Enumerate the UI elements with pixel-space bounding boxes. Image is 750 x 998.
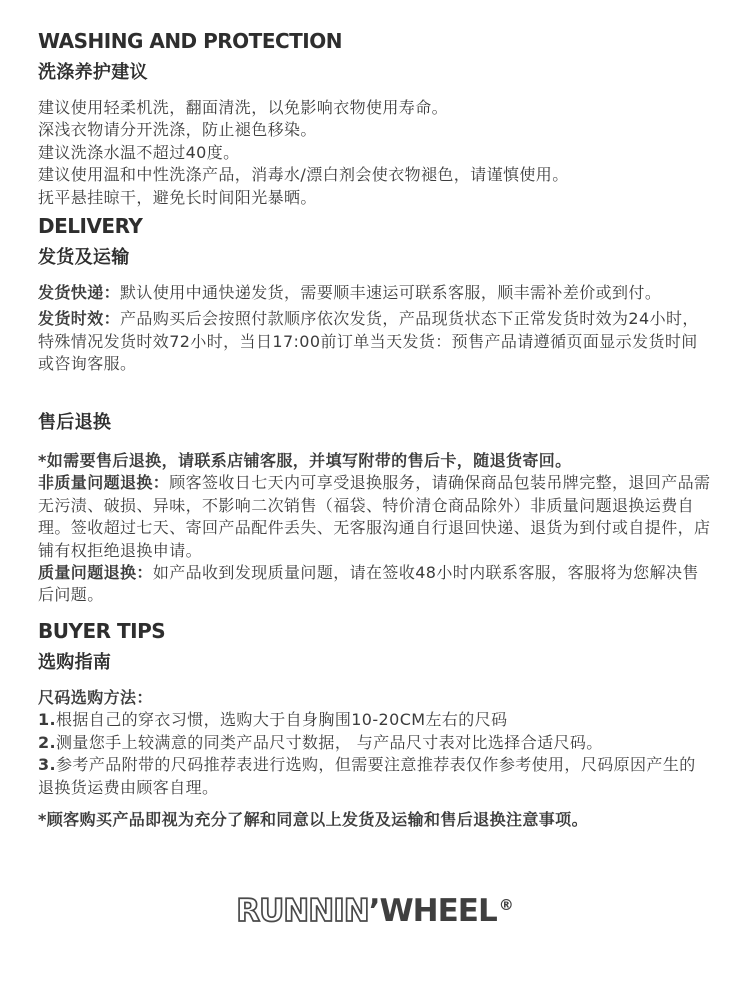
tip-number: 3. [38, 755, 57, 775]
washing-line: 深浅衣物请分开洗涤，防止褪色移染。 [38, 120, 317, 140]
washing-line: 建议使用温和中性洗涤产品，消毒水/漂白剂会使衣物褪色，请谨慎使用。 [38, 165, 569, 185]
sizing-tip [38, 732, 712, 754]
entry-text: 产品购买后会按照付款顺序依次发货，产品现货状态下正常发货时效为24小时，特殊情况发货时效72小时，当日17:00前订单当天发货：预售产品请遵循页面显示发货时间或咨询客服。 [38, 309, 699, 374]
logo-text-outline: RUNNIN [236, 893, 369, 929]
tip-text: 测量您手上较满意的同类产品尺寸数据， 与产品尺寸表对比选择合适尺码。 [56, 732, 603, 752]
washing-title-en: WASHING AND PROTECTION [38, 29, 342, 53]
sizing-guide [38, 687, 712, 831]
sizing-tip [38, 709, 712, 731]
delivery-title-en: DELIVERY [38, 214, 143, 238]
sizing-tip [38, 754, 712, 799]
aftersale-entry-nonquality [38, 472, 712, 562]
logo-text-solid: ’WHEEL [368, 893, 497, 929]
delivery-entry-express [38, 282, 712, 304]
aftersale-entry-quality [38, 562, 712, 607]
buyer-tips-title-en: BUYER TIPS [38, 619, 166, 643]
delivery-terms [38, 282, 712, 376]
entry-label: 发货快递： [38, 283, 121, 302]
tip-number: 2. [38, 732, 57, 752]
section-aftersale [38, 410, 712, 607]
entry-label: 质量问题退换： [38, 563, 153, 583]
tip-number: 1. [38, 710, 57, 730]
section-buyer-tips [38, 620, 712, 831]
washing-title-cn: 洗涤养护建议 [38, 62, 148, 83]
aftersale-terms [38, 450, 712, 607]
aftersale-title-cn: 售后退换 [38, 412, 112, 433]
washing-guidelines [38, 97, 712, 209]
agreement-footnote: *顾客购买产品即视为充分了解和同意以上发货及运输和售后退换注意事项。 [38, 810, 588, 830]
sizing-method-label: 尺码选购方法： [38, 688, 153, 707]
entry-text: 顾客签收日七天内可享受退换服务，请确保商品包装吊牌完整，退回产品需无污渍、破损、异味，不影响二次销售（福袋、特价清仓商品除外）非质量问题退换运费自理。签收超过七天、寄回产品配件丢失、无客服沟通自行退回快递、退货为到付或自提件，店铺有权拒绝退换申请。 [38, 473, 711, 560]
section-delivery [38, 215, 712, 376]
registered-trademark-icon: ® [498, 896, 514, 914]
entry-label: 发货时效： [38, 309, 121, 329]
delivery-title-cn: 发货及运输 [38, 247, 130, 268]
entry-text: 如产品收到发现质量问题，请在签收48小时内联系客服，客服将为您解决售后问题。 [38, 563, 699, 605]
washing-line: 抚平悬挂晾干，避免长时间阳光暴晒。 [38, 187, 317, 207]
entry-label: 非质量问题退换： [38, 473, 170, 493]
brand-logo [0, 889, 750, 928]
washing-line: 建议洗涤水温不超过40度。 [38, 142, 240, 162]
washing-line: 建议使用轻柔机洗，翻面清洗，以免影响衣物使用寿命。 [38, 98, 449, 117]
tip-text: 根据自己的穿衣习惯，选购大于自身胸围10-20CM左右的尺码 [56, 710, 508, 730]
aftersale-note: *如需要售后退换，请联系店铺客服，并填写附带的售后卡，随退货寄回。 [38, 451, 572, 470]
tip-text: 参考产品附带的尺码推荐表进行选购，但需要注意推荐表仅作参考使用，尺码原因产生的退换货运费由顾客自理。 [38, 755, 696, 797]
delivery-entry-timing [38, 308, 712, 375]
entry-text: 默认使用中通快递发货，需要顺丰速运可联系客服，顺丰需补差价或到付。 [120, 283, 662, 302]
buyer-tips-title-cn: 选购指南 [38, 652, 112, 673]
section-washing [38, 30, 712, 209]
